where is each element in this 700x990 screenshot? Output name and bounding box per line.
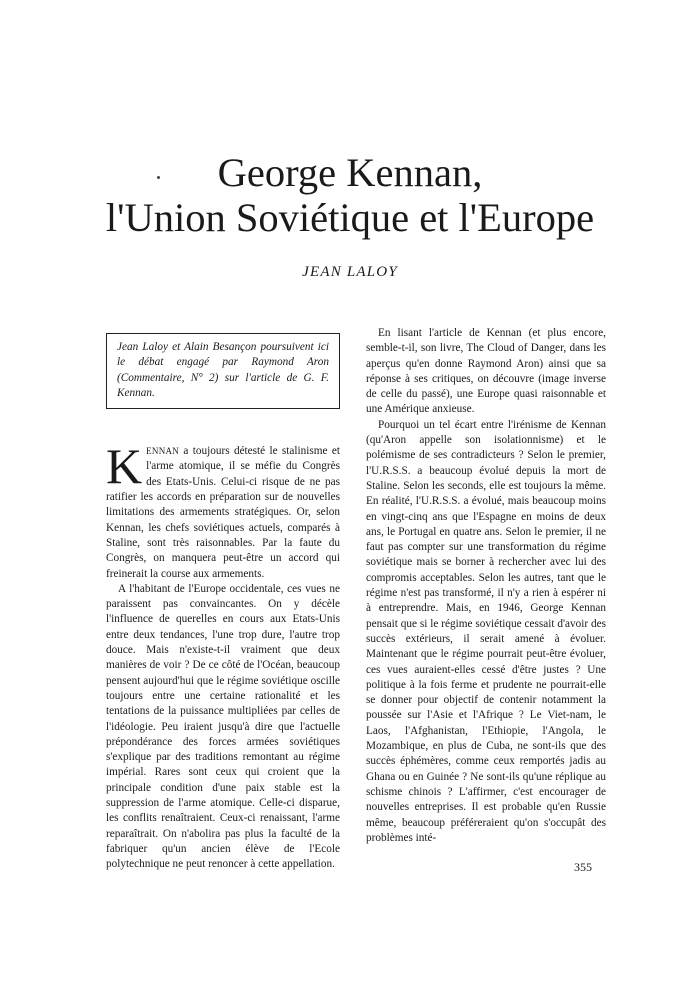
page-number: 355 [574, 860, 592, 874]
paragraph-2: A l'habitant de l'Europe occidentale, ces vues ne paraissent pas convaincantes. On y décèle l'influence de querelles en cours aux Etats-Unis entre deux tendances, l'une trop dure, l'autre trop douce. Mais n'existe-t-il vraiment que deux manières de voir ? De ce côté de l'Océan, beaucoup pensent aujourd'hui que le régime soviétique oscille toujours entre une certaine rationalité et les tentations de la puissance multipliées par celles de l'idéologie. Peu iraient jusqu'à dire que l'actuelle prépondérance des forces armées soviétiques s'explique par des traditions remontant au régime impérial. Rares sont ceux qui croient que la principale condition d'une paix stable est la suppression de l'arme atomique. Celle-ci disparue, les conflits renaîtraient. Ceux-ci renaissant, l'arme reparaîtrait. On n'abolira pas plus la faculté de la fabriquer qu'un ancien élève de l'Ecole polytechnique ne peut renoncer à cette appellation. [106, 582, 340, 871]
paragraph-1-text: a toujours détesté le stalinisme et l'arme atomique, il se méfie du Congrès des Etats-Unis. Celui-ci risque de ne pas ratifier les accords en préparation sur de nouvelles limitations des armements stratégiques. Or, selon Kennan, les chefs soviétiques actuels, comparés à Staline, sont très raisonnables. Par la faute du Congrès, on manquera peut-être un accord qui freinerait la course aux armements. [106, 445, 340, 580]
title-line-2: l'Union Soviétique et l'Europe [105, 195, 595, 240]
left-column [106, 326, 340, 873]
paragraph-4: Pourquoi un tel écart entre l'irénisme de Kennan (qu'Aron appelle son isolationnisme) et le polémisme de ses contradicteurs ? Selon le premier, l'U.R.S.S. a beaucoup évolué depuis la mort de Staline. Selon les seconds, elle est toujours la même. En réalité, l'U.R.S.S. a évolué, mais beaucoup moins en vingt-cinq ans que l'Espagne en moins de deux ans, le Portugal en quatre ans. Selon le premier, il ne faut pas compter sur une transformation du régime soviétique mais se borner à rechercher avec lui des compromis acceptables. Selon les autres, tant que le régime n'est pas transformé, il n'y a rien à espérer ni à entreprendre. Mais, en 1946, George Kennan pensait que si le régime soviétique cessait d'avoir des succès extérieurs, il serait amené à évoluer. Maintenant que le régime pourrait peut-être évoluer, ces vues auraient-elles cessé d'être justes ? Une politique à la fois ferme et prudente ne pourrait-elle se donner pour objectif de contenir notamment la poussée sur l'Asie et l'Afrique ? Le Viet-nam, le Laos, l'Afghanistan, l'Ethiopie, l'Angola, le Mozambique, en plus de Cuba, ne sont-ils que des succès éphémères, comme ceux remportés jadis au Ghana ou en Guinée ? Ne sont-ils qu'une réplique au schisme chinois ? L'affirmer, c'est encourager de nouvelles entreprises. Il est probable qu'en Russie même, beaucoup préféreraient qu'on s'occupât des problèmes inté- [366, 418, 606, 844]
title-line-1: George Kennan, [217, 150, 483, 195]
paragraph-3: En lisant l'article de Kennan (et plus encore, semble-t-il, son livre, The Cloud of Danger, dans les aperçus qu'en donne Raymond Aron) ainsi que sa réponse à ses critiques, on découvre (image inverse de celle du passé), une Europe quasi raisonnable et une Amérique anxieuse. [366, 327, 606, 416]
small-caps-lead: ENNAN [146, 446, 180, 457]
abstract-box: Jean Laloy et Alain Besançon poursuivent ici le débat engagé par Raymond Aron (Commentaire, N° 2) sur l'article de G. F. Kennan. [106, 333, 340, 409]
paragraph-1 [106, 438, 340, 582]
article-title [0, 150, 700, 240]
right-column [366, 326, 606, 846]
drop-cap: K [106, 438, 143, 495]
author-name: JEAN LALOY [302, 264, 398, 280]
